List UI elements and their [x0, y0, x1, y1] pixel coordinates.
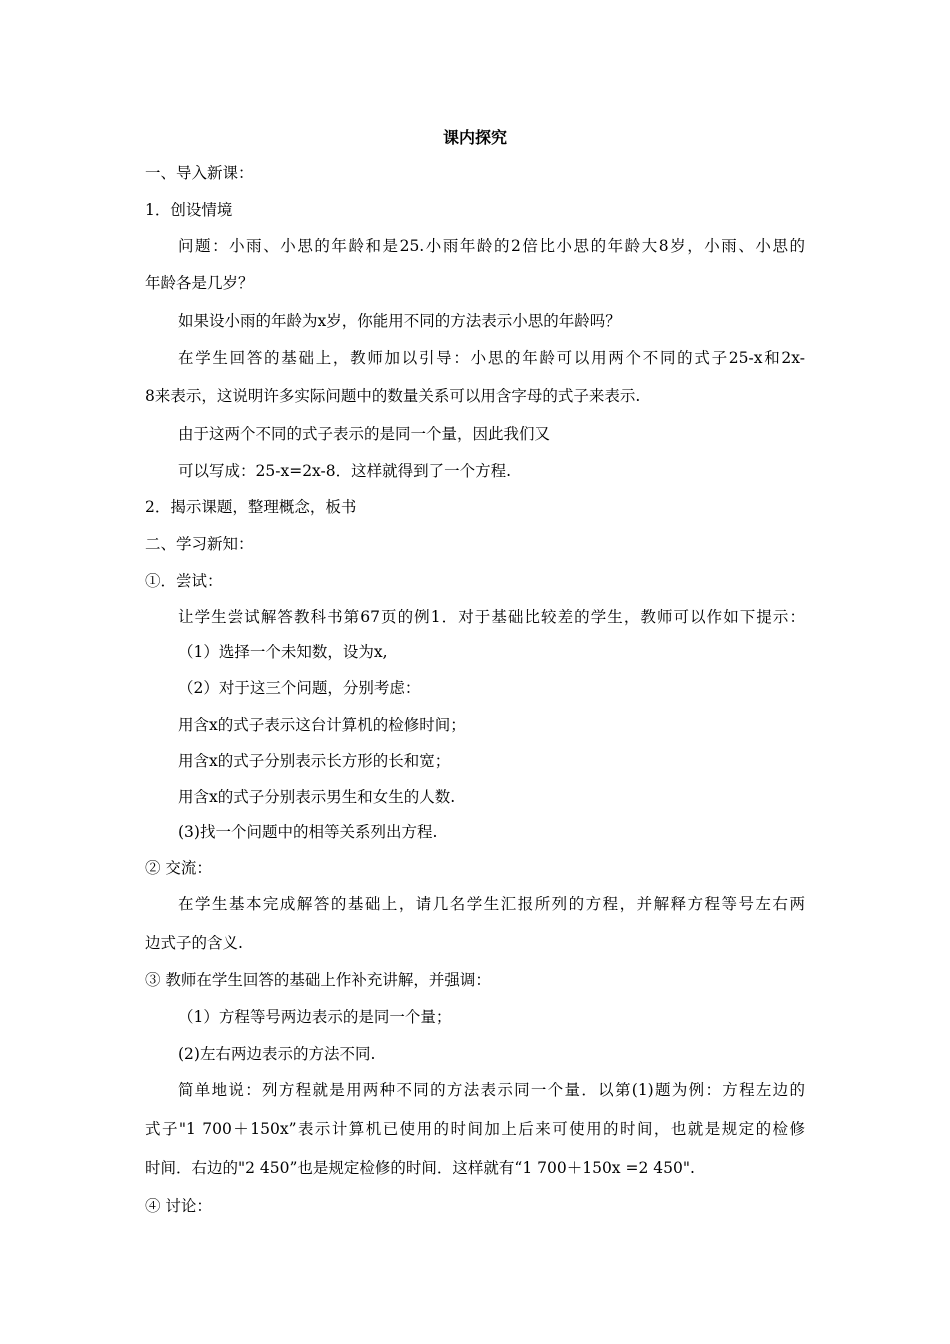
paragraph-line: (3)找一个问题中的相等关系列出方程. [178, 823, 438, 841]
paragraph-line: 让学生尝试解答教科书第67页的例1．对于基础比较差的学生，教师可以作如下提示： [178, 608, 805, 626]
paragraph-line: 用含x的式子表示这台计算机的检修时间； [178, 716, 466, 734]
subsection-heading: ② 交流： [145, 859, 212, 877]
paragraph-line: 简单地说：列方程就是用两种不同的方法表示同一个量．以第(1)题为例：方程左边的 [178, 1081, 805, 1099]
subsection-heading: 2．揭示课题，整理概念，板书 [145, 498, 357, 516]
paragraph-line: 式子"1 700＋150x”表示计算机已使用的时间加上后来可使用的时间，也就是规定的检修 [145, 1120, 805, 1138]
paragraph-line: 时间．右边的"2 450”也是规定检修的时间．这样就有“1 700＋150x =2 450". [145, 1159, 695, 1177]
paragraph-line: （2）对于这三个问题，分别考虑： [178, 679, 421, 697]
paragraph-line: 可以写成：25-x=2x-8．这样就得到了一个方程. [178, 462, 512, 480]
paragraph-line: 用含x的式子分别表示男生和女生的人数. [178, 788, 456, 806]
paragraph-line: 年龄各是几岁？ [145, 274, 254, 292]
paragraph-line: 问题：小雨、小思的年龄和是25.小雨年龄的2倍比小思的年龄大8岁，小雨、小思的 [178, 237, 805, 255]
subsection-heading: 1．创设情境 [145, 201, 233, 219]
section-heading: 一、导入新课： [145, 164, 254, 182]
paragraph-line: 如果设小雨的年龄为x岁，你能用不同的方法表示小思的年龄吗？ [178, 312, 621, 330]
paragraph-line: 在学生基本完成解答的基础上，请几名学生汇报所列的方程，并解释方程等号左右两 [178, 895, 805, 913]
subsection-heading: ①．尝试： [145, 572, 223, 590]
paragraph-line: （1）选择一个未知数，设为x, [178, 643, 388, 661]
paragraph-line: (2)左右两边表示的方法不同. [178, 1045, 376, 1063]
paragraph-line: 在学生回答的基础上，教师加以引导：小思的年龄可以用两个不同的式子25-x和2x- [178, 349, 805, 367]
paragraph-line: （1）方程等号两边表示的是同一个量； [178, 1008, 452, 1026]
page-title: 课内探究 [442, 128, 507, 147]
paragraph-line: 由于这两个不同的式子表示的是同一个量，因此我们又 [178, 425, 551, 443]
subsection-heading: ④ 讨论： [145, 1197, 212, 1215]
paragraph-line: 边式子的含义. [145, 934, 243, 952]
paragraph-line: 8来表示，这说明许多实际问题中的数量关系可以用含字母的式子来表示. [145, 387, 641, 405]
section-heading: 二、学习新知： [145, 535, 254, 553]
paragraph-line: 用含x的式子分别表示长方形的长和宽； [178, 752, 451, 770]
subsection-heading: ③ 教师在学生回答的基础上作补充讲解，并强调： [145, 971, 491, 989]
